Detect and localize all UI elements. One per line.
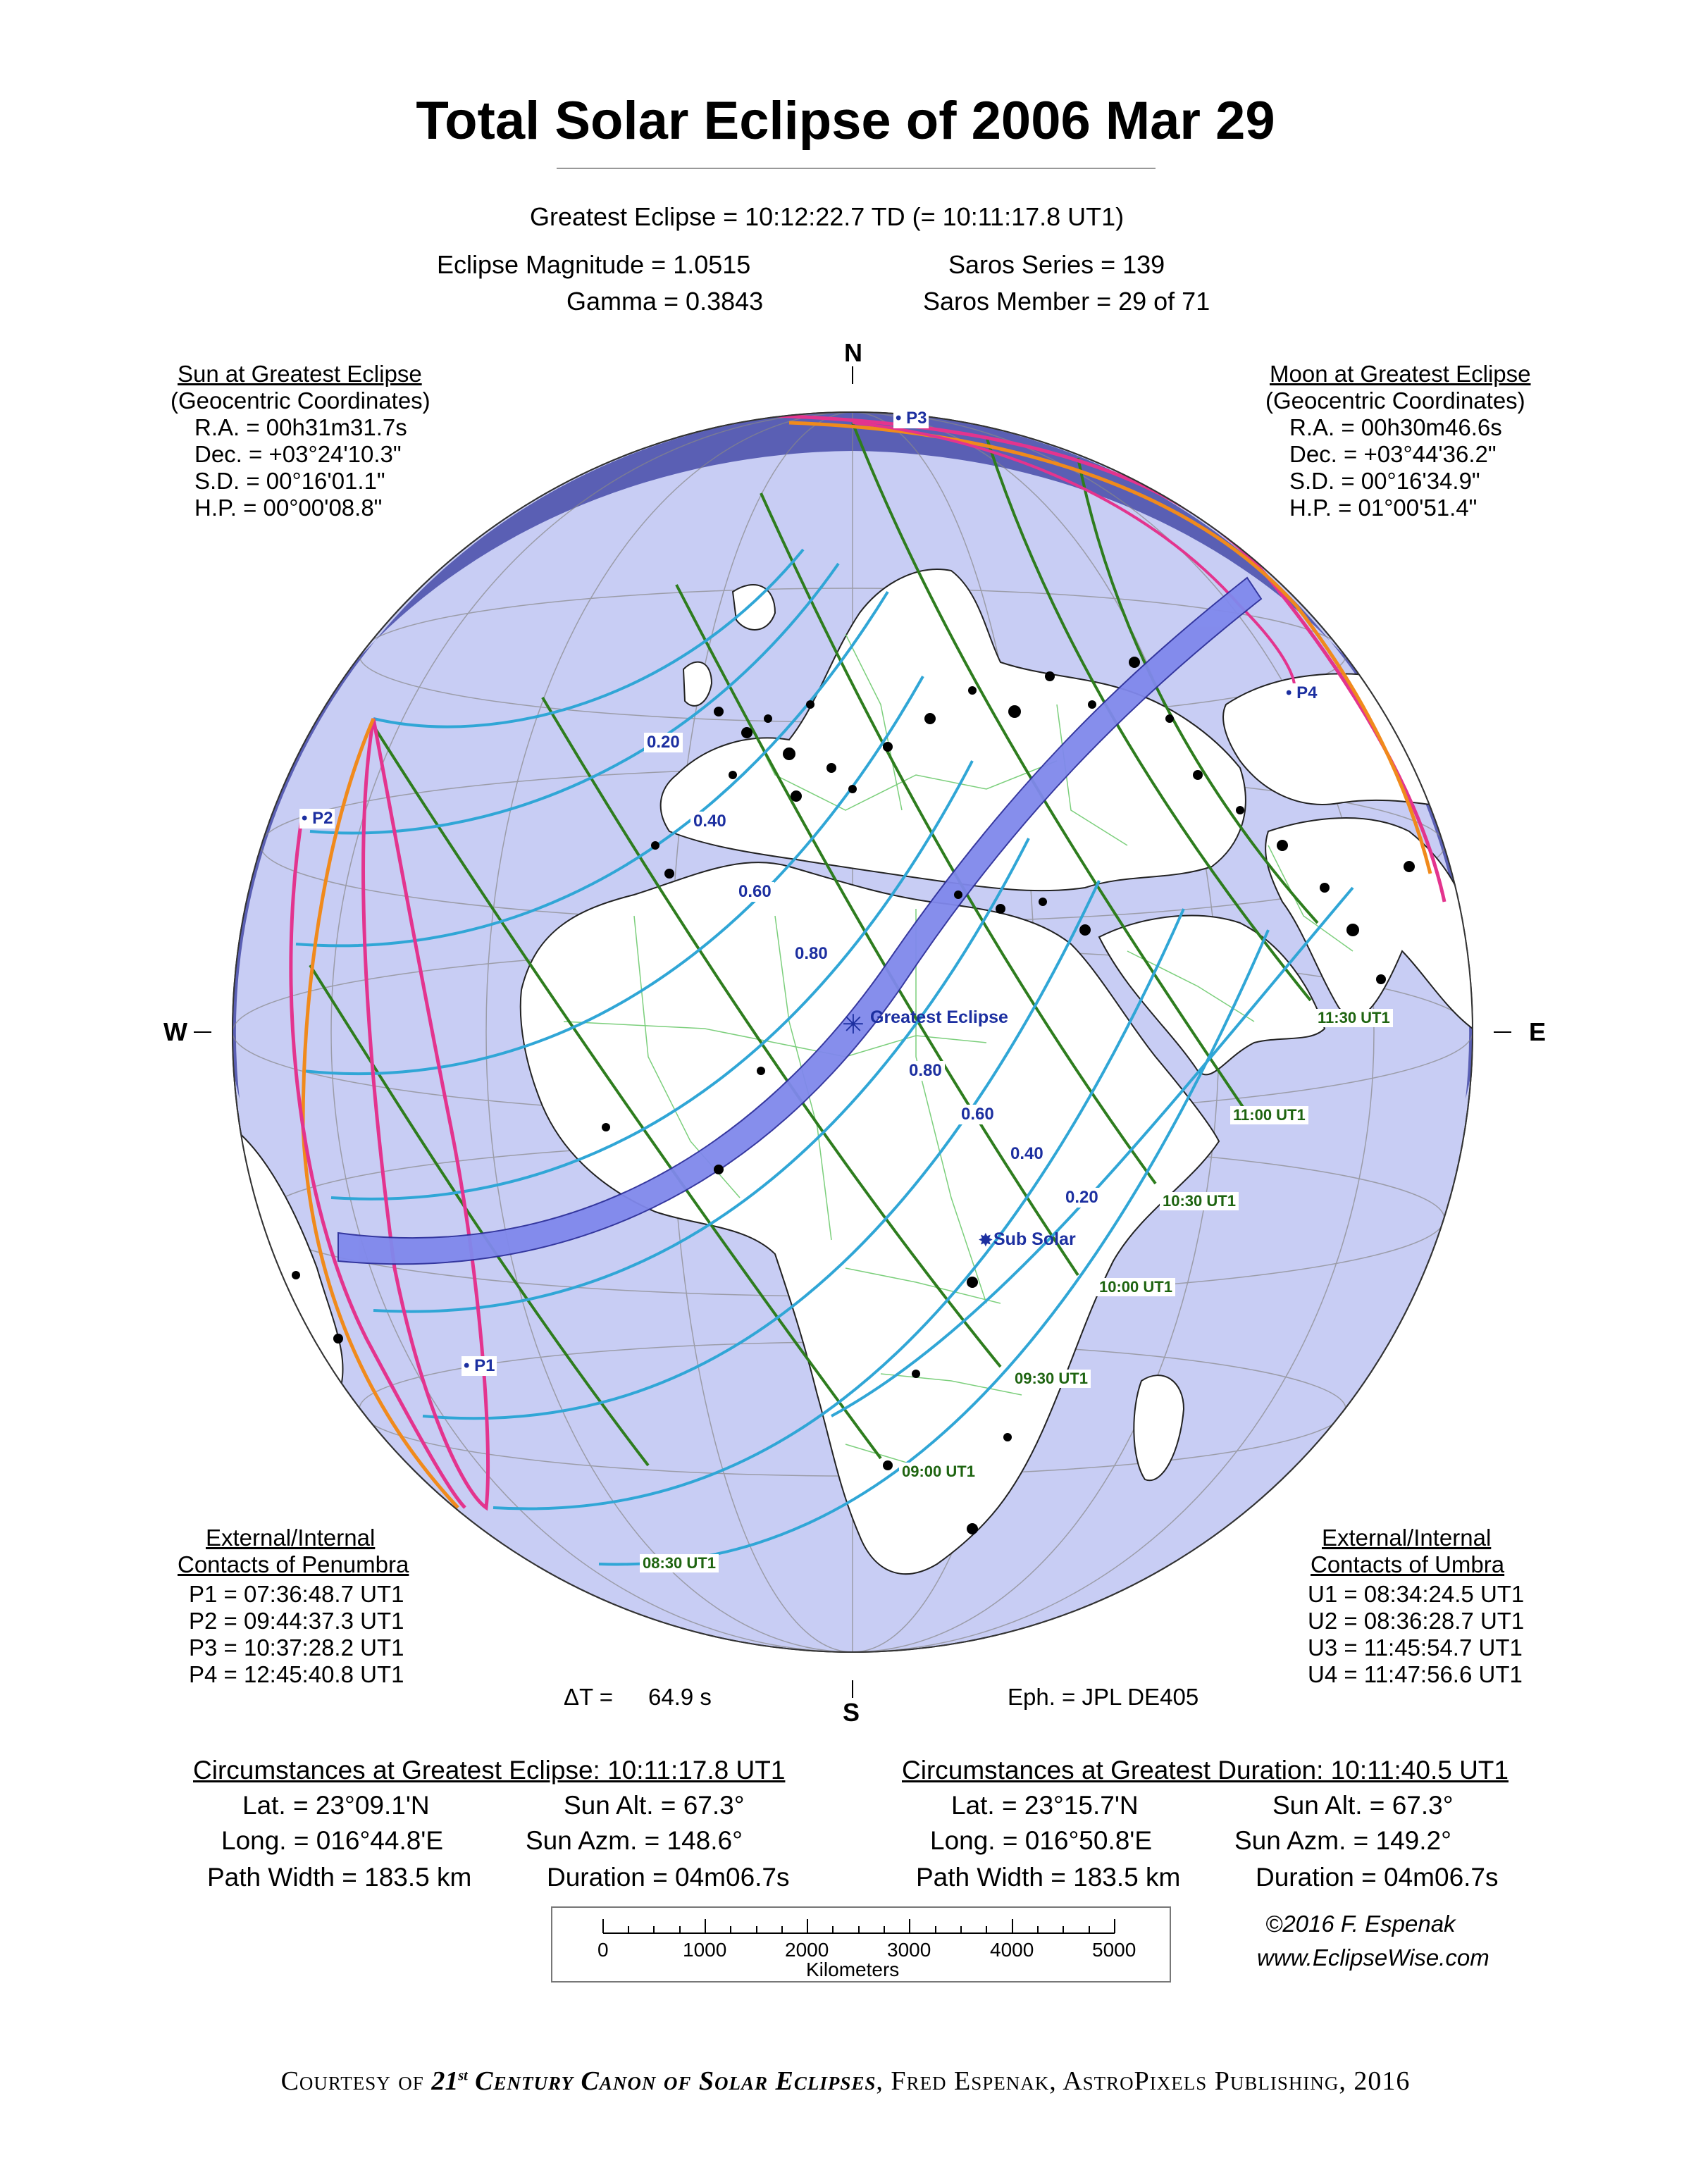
sun-sd: S.D. = 00°16'01.1" <box>194 468 385 494</box>
delta-t-value: 64.9 s <box>648 1684 712 1710</box>
footer-courtesy: Courtesy of 21st Century Canon of Solar Eclipses, Fred Espenak, AstroPixels Publishing, 2016 <box>280 2066 1411 2096</box>
umbra-heading2: Contacts of Umbra <box>1311 1551 1505 1577</box>
scale-unit: Kilometers <box>806 1959 900 1980</box>
moon-ra: R.A. = 00h30m46.6s <box>1289 414 1502 440</box>
sun-dec: Dec. = +03°24'10.3" <box>194 441 402 467</box>
saros-series: Saros Series = 139 <box>948 250 1165 279</box>
gd-long: Long. = 016°50.8'E <box>930 1826 1153 1855</box>
ge-long: Long. = 016°44.8'E <box>221 1826 444 1855</box>
ge-sun-alt: Sun Alt. = 67.3° <box>564 1791 745 1820</box>
compass-east: E <box>1529 1017 1547 1046</box>
compass-west: W <box>163 1017 187 1046</box>
p2-label: • P2 <box>299 809 335 829</box>
penumbra-p1: P1 = 07:36:48.7 UT1 <box>189 1581 404 1607</box>
website: www.EclipseWise.com <box>1257 1944 1489 1971</box>
scale-tick-1000: 1000 <box>683 1939 727 1961</box>
penumbra-heading1: External/Internal <box>206 1525 376 1551</box>
sun-heading: Sun at Greatest Eclipse <box>178 361 422 387</box>
moon-dec: Dec. = +03°44'36.2" <box>1289 441 1497 467</box>
mag-label-south-1: 0.80 <box>906 1061 945 1081</box>
p4-label: • P4 <box>1284 683 1319 703</box>
moon-subheading: (Geocentric Coordinates) <box>1265 387 1525 414</box>
time-label-0930: 09:30 UT1 <box>1012 1370 1091 1388</box>
saros-member: Saros Member = 29 of 71 <box>923 287 1210 316</box>
scale-tick-2000: 2000 <box>785 1939 829 1961</box>
mag-label-north-3: 0.60 <box>736 882 774 902</box>
mag-label-north-2: 0.40 <box>690 812 729 831</box>
umbra-u1: U1 = 08:34:24.5 UT1 <box>1308 1581 1525 1607</box>
time-label-1130: 11:30 UT1 <box>1315 1009 1393 1027</box>
gd-sun-azm: Sun Azm. = 149.2° <box>1234 1826 1451 1855</box>
sub-solar-marker: ✸ <box>978 1229 993 1251</box>
ge-lat: Lat. = 23°09.1'N <box>242 1791 430 1820</box>
sun-hp: H.P. = 00°00'08.8" <box>194 495 383 521</box>
time-label-0900: 09:00 UT1 <box>899 1463 978 1481</box>
umbra-contacts-block <box>1308 1525 1524 1688</box>
ge-duration: Duration = 04m06.7s <box>547 1863 790 1892</box>
mag-label-south-4: 0.20 <box>1063 1188 1101 1208</box>
greatest-eclipse-time: Greatest Eclipse = 10:12:22.7 TD (= 10:11:17.8 UT1) <box>530 202 1125 231</box>
p1-label: • P1 <box>462 1356 497 1376</box>
compass-north: N <box>844 338 862 367</box>
mag-label-south-3: 0.40 <box>1008 1144 1046 1164</box>
moon-sd: S.D. = 00°16'34.9" <box>1289 468 1480 494</box>
eclipse-magnitude: Eclipse Magnitude = 1.0515 <box>437 250 751 279</box>
penumbra-p3: P3 = 10:37:28.2 UT1 <box>189 1634 404 1661</box>
compass-south: S <box>843 1698 860 1727</box>
mag-label-north-1: 0.20 <box>644 733 683 752</box>
penumbra-contacts-block <box>178 1525 409 1688</box>
scale-tick-4000: 4000 <box>990 1939 1034 1961</box>
moon-hp: H.P. = 01°00'51.4" <box>1289 495 1478 521</box>
time-label-0830: 08:30 UT1 <box>640 1554 719 1572</box>
page-title: Total Solar Eclipse of 2006 Mar 29 <box>416 91 1275 151</box>
p3-label: • P3 <box>893 409 929 428</box>
umbra-u3: U3 = 11:45:54.7 UT1 <box>1308 1634 1523 1661</box>
gd-duration: Duration = 04m06.7s <box>1256 1863 1499 1892</box>
time-label-1100: 11:00 UT1 <box>1230 1106 1308 1124</box>
scale-tick-3000: 3000 <box>887 1939 931 1961</box>
umbra-u4: U4 = 11:47:56.6 UT1 <box>1308 1661 1523 1687</box>
gd-circumstances-heading: Circumstances at Greatest Duration: 10:11:40.5 UT1 <box>902 1756 1509 1785</box>
time-label-1030: 10:30 UT1 <box>1160 1192 1239 1210</box>
time-label-1000: 10:00 UT1 <box>1096 1278 1175 1296</box>
umbra-u2: U2 = 08:36:28.7 UT1 <box>1308 1608 1525 1634</box>
scale-tick-5000: 5000 <box>1092 1939 1136 1961</box>
mag-label-north-4: 0.80 <box>792 944 831 964</box>
sub-solar-label: Sub Solar <box>993 1229 1076 1249</box>
penumbra-p2: P2 = 09:44:37.3 UT1 <box>189 1608 404 1634</box>
ephemeris: Eph. = JPL DE405 <box>1008 1684 1199 1710</box>
delta-t-label: ΔT = <box>564 1684 614 1710</box>
ge-path-width: Path Width = 183.5 km <box>207 1863 472 1892</box>
gd-lat: Lat. = 23°15.7'N <box>951 1791 1139 1820</box>
moon-heading: Moon at Greatest Eclipse <box>1270 361 1531 387</box>
penumbra-heading2: Contacts of Penumbra <box>178 1551 409 1577</box>
penumbra-p4: P4 = 12:45:40.8 UT1 <box>189 1661 404 1687</box>
sun-ra: R.A. = 00h31m31.7s <box>194 414 407 440</box>
greatest-eclipse-marker: ✳ <box>842 1010 865 1040</box>
copyright: ©2016 F. Espenak <box>1265 1911 1456 1937</box>
gd-sun-alt: Sun Alt. = 67.3° <box>1272 1791 1454 1820</box>
gamma-value: Gamma = 0.3843 <box>566 287 764 316</box>
ge-sun-azm: Sun Azm. = 148.6° <box>526 1826 743 1855</box>
scale-tick-0: 0 <box>597 1939 609 1961</box>
mag-label-south-2: 0.60 <box>958 1105 997 1124</box>
umbra-heading1: External/Internal <box>1322 1525 1492 1551</box>
gd-path-width: Path Width = 183.5 km <box>916 1863 1181 1892</box>
ge-circumstances-heading: Circumstances at Greatest Eclipse: 10:11:17.8 UT1 <box>193 1756 786 1785</box>
sun-subheading: (Geocentric Coordinates) <box>171 387 431 414</box>
greatest-eclipse-label: Greatest Eclipse <box>870 1007 1008 1027</box>
